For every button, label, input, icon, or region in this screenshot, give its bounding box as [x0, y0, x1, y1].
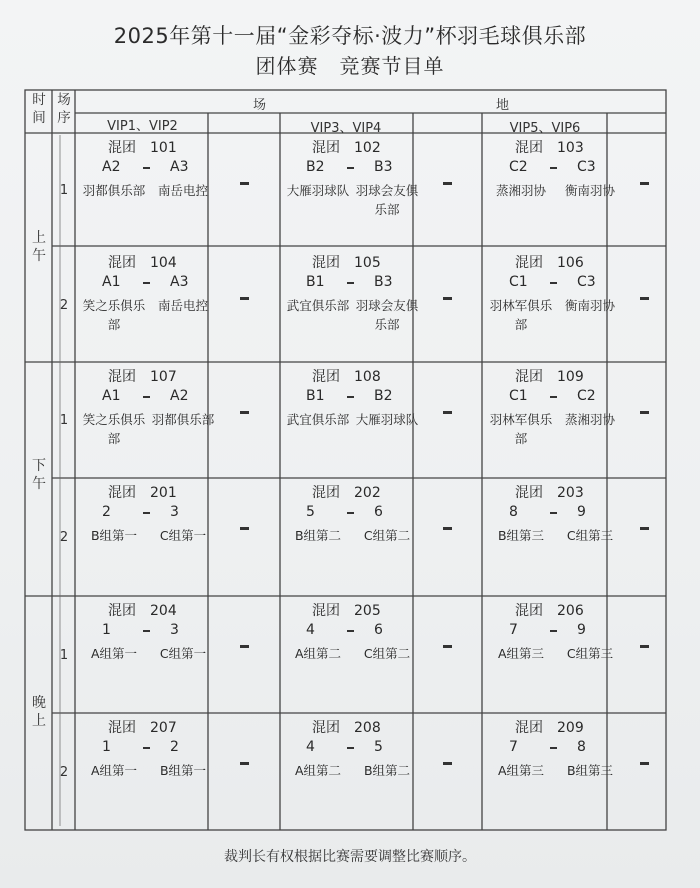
header-court-1: VIP1、VIP2 [107, 119, 178, 134]
team-a-seed: B1 [306, 388, 325, 404]
team-a-name: 羽都俱乐部 [82, 183, 146, 198]
match-cell [282, 482, 422, 582]
match-cell [282, 137, 422, 237]
team-b-name: C组第三 [566, 646, 614, 661]
match-title: 混团 108 [312, 369, 381, 385]
team-b-seed: B3 [374, 274, 393, 290]
empty-slot-dash [443, 182, 452, 185]
versus-dash [550, 167, 557, 169]
match-title: 混团 203 [515, 485, 584, 501]
match-cell [78, 137, 218, 237]
team-b-name: C组第二 [363, 646, 411, 661]
team-a-seed: 8 [509, 504, 518, 520]
team-a-name: A组第二 [294, 763, 342, 778]
team-b-name: B组第一 [159, 763, 207, 778]
session-label-evening: 晚上 [32, 695, 46, 729]
match-cell [485, 137, 625, 237]
empty-slot-dash [443, 411, 452, 414]
match-cell [282, 600, 422, 700]
versus-dash [550, 747, 557, 749]
team-a-name: 羽林军俱乐部 [489, 298, 553, 333]
team-a-name: B组第一 [90, 528, 138, 543]
team-a-name: B组第二 [294, 528, 342, 543]
team-b-seed: 3 [170, 622, 179, 638]
match-cell [282, 252, 422, 352]
team-a-seed: C2 [509, 159, 528, 175]
versus-dash [550, 630, 557, 632]
header-order: 场序 [57, 92, 71, 126]
team-b-seed: 2 [170, 739, 179, 755]
team-b-seed: 9 [577, 622, 586, 638]
versus-dash [143, 282, 150, 284]
row-order: 2 [59, 298, 69, 313]
team-b-seed: B3 [374, 159, 393, 175]
row-order: 2 [59, 765, 69, 780]
versus-dash [347, 630, 354, 632]
team-b-seed: A3 [170, 274, 189, 290]
team-b-seed: C3 [577, 274, 596, 290]
team-b-name: 衡南羽协 [564, 183, 615, 198]
team-b-name: 羽球会友俱乐部 [355, 298, 419, 333]
team-b-name: C组第一 [159, 528, 207, 543]
versus-dash [550, 396, 557, 398]
empty-slot-dash [443, 527, 452, 530]
versus-dash [347, 282, 354, 284]
match-cell [78, 717, 218, 817]
team-b-seed: 6 [374, 504, 383, 520]
team-a-name: 笑之乐俱乐部 [82, 412, 146, 447]
document-title: 2025年第十一届“金彩夺标·波力”杯羽毛球俱乐部 [113, 24, 587, 48]
row-order: 1 [59, 413, 69, 428]
empty-slot-dash [640, 762, 649, 765]
team-b-seed: 8 [577, 739, 586, 755]
header-venue-right: 地 [496, 98, 510, 113]
match-title: 混团 101 [108, 140, 177, 156]
match-title: 混团 209 [515, 720, 584, 736]
team-b-name: 南岳电控 [157, 183, 208, 198]
versus-dash [347, 512, 354, 514]
team-b-name: 羽都俱乐部 [151, 412, 215, 427]
match-title: 混团 208 [312, 720, 381, 736]
match-title: 混团 206 [515, 603, 584, 619]
match-cell [485, 482, 625, 582]
team-b-seed: 9 [577, 504, 586, 520]
team-a-seed: A1 [102, 274, 121, 290]
team-b-seed: A3 [170, 159, 189, 175]
team-b-seed: A2 [170, 388, 189, 404]
match-title: 混团 107 [108, 369, 177, 385]
team-a-name: 蒸湘羽协 [495, 183, 546, 198]
team-a-seed: A1 [102, 388, 121, 404]
empty-slot-dash [240, 527, 249, 530]
team-b-name: B组第三 [566, 763, 614, 778]
match-cell [78, 366, 218, 466]
match-title: 混团 103 [515, 140, 584, 156]
versus-dash [347, 167, 354, 169]
team-b-name: 羽球会友俱乐部 [355, 183, 419, 218]
team-b-name: 南岳电控 [157, 298, 208, 313]
team-a-name: 大雁羽球队 [286, 183, 350, 198]
match-title: 混团 104 [108, 255, 177, 271]
header-venue-left: 场 [253, 98, 267, 113]
row-order: 1 [59, 183, 69, 198]
empty-slot-dash [640, 645, 649, 648]
team-b-name: C组第三 [566, 528, 614, 543]
team-b-name: C组第一 [159, 646, 207, 661]
match-cell [485, 600, 625, 700]
team-b-seed: C2 [577, 388, 596, 404]
match-cell [485, 717, 625, 817]
empty-slot-dash [443, 297, 452, 300]
versus-dash [143, 747, 150, 749]
match-title: 混团 204 [108, 603, 177, 619]
match-title: 混团 102 [312, 140, 381, 156]
match-cell [485, 252, 625, 352]
versus-dash [143, 512, 150, 514]
match-title: 混团 105 [312, 255, 381, 271]
team-a-seed: B2 [306, 159, 325, 175]
team-a-name: 笑之乐俱乐部 [82, 298, 146, 333]
team-a-seed: 5 [306, 504, 315, 520]
team-a-name: B组第三 [497, 528, 545, 543]
match-cell [78, 252, 218, 352]
match-cell [78, 482, 218, 582]
team-a-seed: 4 [306, 622, 315, 638]
team-a-name: 武宜俱乐部 [286, 298, 350, 313]
team-b-name: 衡南羽协 [564, 298, 615, 313]
team-a-seed: C1 [509, 274, 528, 290]
team-a-seed: A2 [102, 159, 121, 175]
versus-dash [143, 167, 150, 169]
team-a-name: A组第一 [90, 763, 138, 778]
team-a-name: 武宜俱乐部 [286, 412, 350, 427]
row-order: 1 [59, 648, 69, 663]
versus-dash [550, 282, 557, 284]
team-a-seed: 1 [102, 739, 111, 755]
document-subtitle: 团体赛 竞赛节目单 [255, 54, 445, 78]
team-a-seed: 7 [509, 739, 518, 755]
team-b-seed: 3 [170, 504, 179, 520]
empty-slot-dash [240, 645, 249, 648]
header-court-2: VIP3、VIP4 [310, 121, 382, 136]
team-a-seed: 2 [102, 504, 111, 520]
empty-slot-dash [640, 527, 649, 530]
match-title: 混团 202 [312, 485, 381, 501]
empty-slot-dash [443, 645, 452, 648]
team-b-name: C组第二 [363, 528, 411, 543]
team-a-seed: 1 [102, 622, 111, 638]
team-a-seed: 4 [306, 739, 315, 755]
team-a-seed: 7 [509, 622, 518, 638]
match-cell [282, 366, 422, 466]
team-a-seed: C1 [509, 388, 528, 404]
team-b-name: 大雁羽球队 [355, 412, 419, 427]
match-title: 混团 201 [108, 485, 177, 501]
team-b-seed: B2 [374, 388, 393, 404]
header-time: 时间 [32, 92, 46, 126]
empty-slot-dash [640, 411, 649, 414]
team-b-seed: C3 [577, 159, 596, 175]
versus-dash [550, 512, 557, 514]
versus-dash [347, 747, 354, 749]
match-title: 混团 207 [108, 720, 177, 736]
team-a-name: A组第一 [90, 646, 138, 661]
session-label-morning: 上午 [32, 230, 46, 264]
empty-slot-dash [640, 297, 649, 300]
empty-slot-dash [443, 762, 452, 765]
team-a-name: A组第三 [497, 646, 545, 661]
empty-slot-dash [240, 182, 249, 185]
team-a-seed: B1 [306, 274, 325, 290]
versus-dash [143, 630, 150, 632]
footer-note: 裁判长有权根据比赛需要调整比赛顺序。 [224, 849, 476, 865]
team-b-seed: 5 [374, 739, 383, 755]
session-label-afternoon: 下午 [32, 458, 46, 492]
team-a-name: 羽林军俱乐部 [489, 412, 553, 447]
match-title: 混团 205 [312, 603, 381, 619]
match-title: 混团 109 [515, 369, 584, 385]
versus-dash [347, 396, 354, 398]
empty-slot-dash [640, 182, 649, 185]
match-cell [78, 600, 218, 700]
header-court-3: VIP5、VIP6 [509, 121, 581, 136]
match-cell [485, 366, 625, 466]
empty-slot-dash [240, 762, 249, 765]
versus-dash [143, 396, 150, 398]
team-b-name: B组第二 [363, 763, 411, 778]
match-title: 混团 106 [515, 255, 584, 271]
empty-slot-dash [240, 297, 249, 300]
empty-slot-dash [240, 411, 249, 414]
team-b-name: 蒸湘羽协 [564, 412, 615, 427]
match-cell [282, 717, 422, 817]
team-a-name: A组第三 [497, 763, 545, 778]
row-order: 2 [59, 530, 69, 545]
team-a-name: A组第二 [294, 646, 342, 661]
team-b-seed: 6 [374, 622, 383, 638]
